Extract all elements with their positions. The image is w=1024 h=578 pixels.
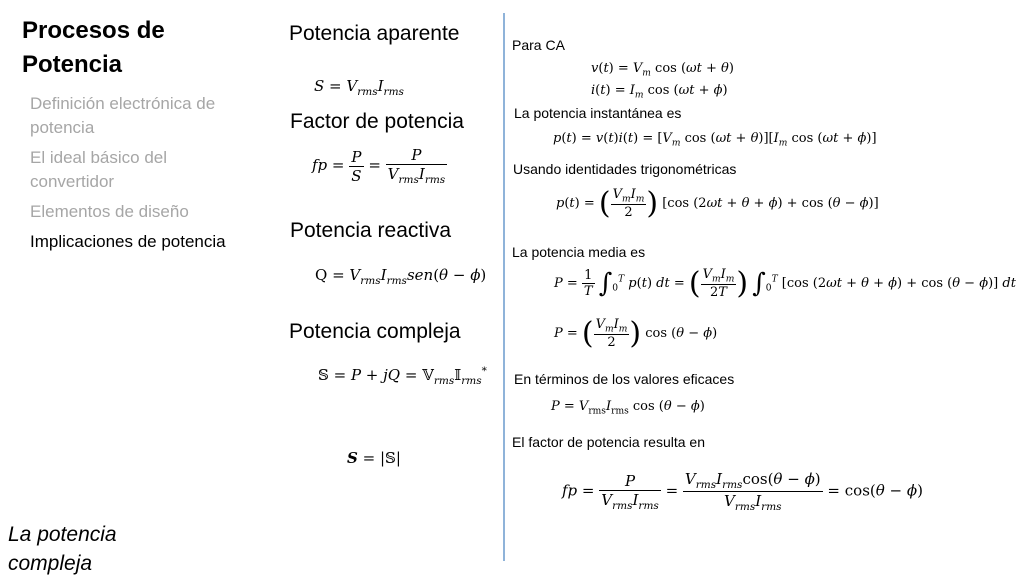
nav-item-ideal[interactable]: El ideal básico del convertidor — [30, 148, 168, 191]
page-title: Procesos de Potencia — [22, 17, 165, 78]
heading-complex: Potencia compleja — [289, 320, 461, 343]
nav-item-implicaciones[interactable]: Implicaciones de potencia — [30, 232, 226, 251]
eq-voltage: $v(t) = V_m$ cos (ωt + θ) — [591, 61, 734, 79]
eq-trig: p(t) = ( $\frac{V_mI_m}{2}$ ) [cos (2ωt + θ + ϕ) + cos (θ − ϕ)] — [556, 186, 879, 221]
label-para-ca: Para CA — [512, 37, 565, 53]
nav-item-definicion[interactable]: Definición electrónica de potencia — [30, 94, 216, 137]
label-identidades: Usando identidades trigonométricas — [513, 161, 737, 177]
eq-average-integral: P = $\frac{1}{T}$ $\int_0^T$ p(t) dt = ( $\frac{V_mI_m}{2T}$ ) $\int_0^T$ [cos (2ωt + θ + ϕ) + cos (θ − ϕ)] dt — [554, 266, 1016, 301]
eq-reactive: $Q = V_{rms}I_{rms}sen(\theta - \phi)$ — [315, 266, 487, 287]
nav-item-elementos[interactable]: Elementos de diseño — [30, 202, 189, 221]
eq-current: $i(t) = I_m$ cos (ωt + ϕ) — [591, 83, 728, 101]
label-factor-resulta: El factor de potencia resulta en — [512, 434, 706, 450]
eq-average-result: P = ( $\frac{V_mI_m}{2}$ ) cos (θ − ϕ) — [554, 316, 718, 351]
eq-complex: 𝕊 = P + jQ = 𝕍$_{rms}$𝕀$_{rms}$* — [318, 365, 487, 387]
eq-complex-magnitude: S = |𝕊| — [347, 449, 401, 467]
label-instantanea: La potencia instantánea es — [514, 105, 682, 121]
sidebar-nav — [30, 92, 230, 260]
label-eficaces: En términos de los valores eficaces — [514, 371, 735, 387]
column-divider — [503, 13, 505, 561]
label-media: La potencia media es — [512, 244, 646, 260]
heading-power-factor: Factor de potencia — [290, 110, 464, 133]
heading-reactive: Potencia reactiva — [290, 219, 452, 242]
eq-power-factor: fp = $\frac{P}{S}$ = $\frac{P}{V_{rms}I_{rms}}$ — [312, 146, 446, 186]
footer-note: La potencia compleja — [8, 523, 117, 575]
eq-apparent: $S = V_{rms}I_{rms}$ — [314, 77, 404, 98]
eq-power-factor-result: fp = $\frac{P}{V_{rms}I_{rms}}$ = $\frac{V_{rms}I_{rms}\cos(\theta - \phi)}{V_{rms}I_{rms}}$ = cos(θ − ϕ) — [562, 470, 923, 513]
eq-instantaneous: $p(t) = v(t)i(t) = [V_m$ $\cos (\omega t + \theta)][I_m$ cos (ωt + ϕ)] — [553, 131, 877, 149]
eq-rms-power: $P = V_{rms}I_{rms}$ cos (θ − ϕ) — [551, 399, 705, 417]
heading-apparent: Potencia aparente — [289, 22, 460, 45]
